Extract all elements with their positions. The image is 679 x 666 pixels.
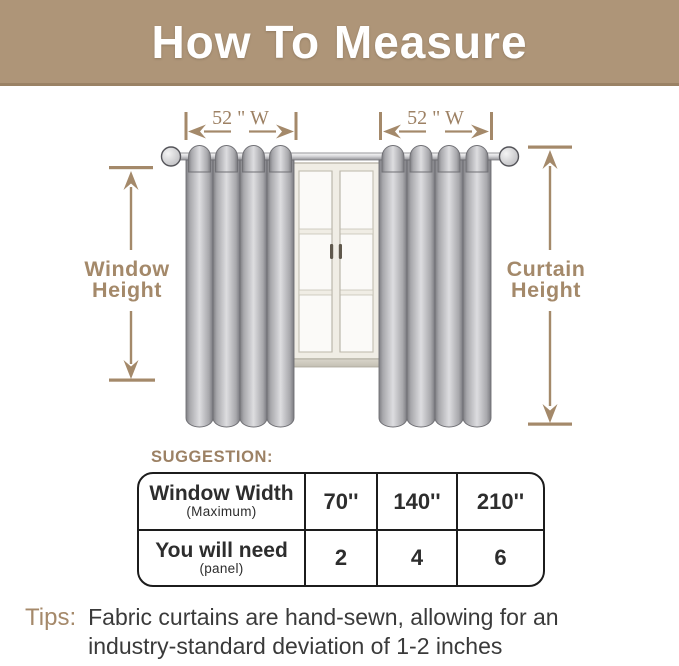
table-header-you-will-need: You will need (panel) [139,531,306,585]
window-height-label-line2: Height [92,278,162,302]
measure-diagram-svg [0,86,679,446]
window-handle-icon [339,244,342,259]
rod-finial-left-icon [162,147,181,166]
window-sill [286,359,386,367]
tips-text [88,603,558,661]
table-header-window-width: Window Width (Maximum) [139,474,306,531]
table-cell: 2 [306,531,378,585]
dim-curtain-height [507,146,586,426]
measure-diagram [0,86,679,446]
suggestion-table [137,472,545,587]
header-banner [0,0,679,86]
rod-finial-right-icon [500,147,519,166]
window-mullion [340,290,373,295]
curtain-loop [189,146,211,173]
curtain-loop [243,146,265,173]
curtain-panel-right [379,146,491,428]
tips-section [25,603,679,661]
window-pane-left [299,171,332,352]
window-mullion [340,229,373,234]
window-height-label-line1: Window [84,257,170,281]
suggestion-label: SUGGESTION: [151,448,274,466]
curtain-loop [382,146,404,173]
window-mullion [299,229,332,234]
table-cell: 210'' [458,474,543,531]
table-cell: 140'' [378,474,458,531]
curtain-height-label-line2: Height [511,278,581,302]
curtain-loop [270,146,292,173]
window-handle-icon [330,244,333,259]
window-mullion [299,290,332,295]
dim-right-width-label: 52 " W [407,107,464,129]
dim-left-width [185,107,298,140]
curtain-panel-left [186,146,294,428]
tips-line-2: industry-standard deviation of 1-2 inches [88,632,503,659]
curtain-height-label-line1: Curtain [506,257,586,281]
curtain-loop [438,146,460,173]
dim-left-width-label: 52 " W [212,107,269,129]
table-cell: 70'' [306,474,378,531]
dim-right-width [379,107,493,140]
window-pane-right [340,171,373,352]
tips-label: Tips: [25,604,77,631]
table-cell: 6 [494,545,507,570]
window [286,163,386,367]
table-cell: 4 [378,531,458,585]
page-title: How To Measure [151,15,528,68]
curtain-loop [466,146,488,173]
tips-line-1: Fabric curtains are hand-sewn, allowing for an [88,604,559,630]
curtain-loop [410,146,432,173]
curtain-loop [216,146,238,173]
dim-window-height [84,166,169,382]
